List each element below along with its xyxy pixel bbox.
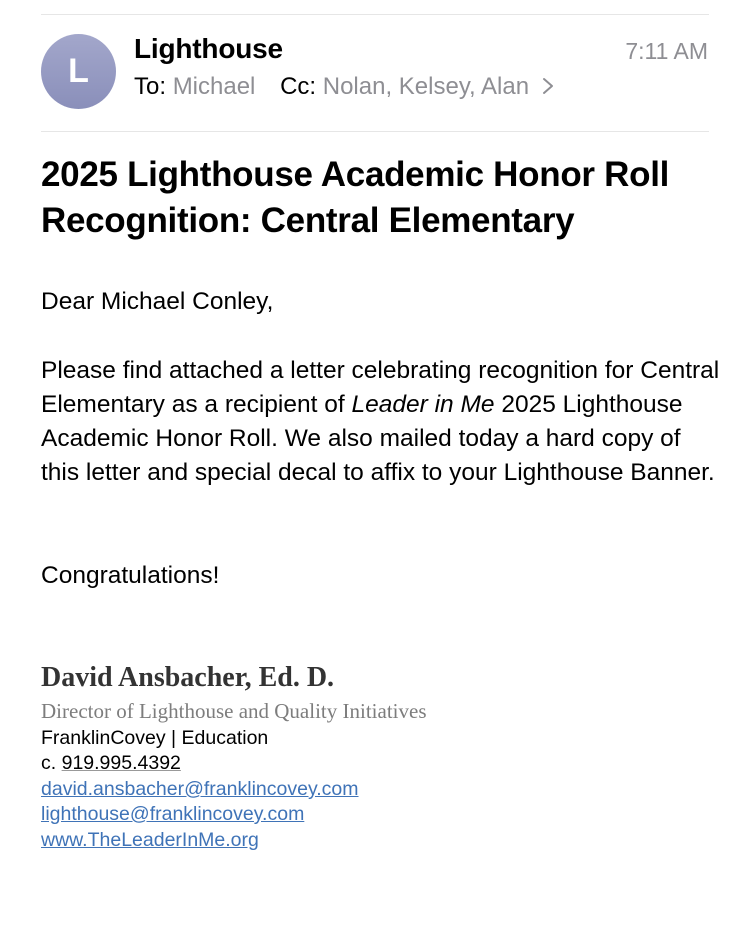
avatar-initial: L bbox=[68, 52, 89, 90]
top-divider bbox=[41, 14, 709, 15]
header-divider bbox=[41, 131, 709, 132]
cc-recipients[interactable]: Nolan, Kelsey, Alan bbox=[322, 73, 530, 100]
signature-phone-row bbox=[41, 751, 181, 776]
signature-name: David Ansbacher, Ed. D. bbox=[41, 662, 335, 693]
chevron-right-icon[interactable] bbox=[540, 76, 556, 96]
closing: Congratulations! bbox=[41, 562, 220, 589]
received-time: 7:11 AM bbox=[625, 38, 708, 64]
body-text-end: 2025 Lighthouse Academic Honor Roll. We also mailed today a hard copy of this letter and special decal to affix to your Lighthouse Banner. bbox=[41, 391, 715, 486]
lighthouse-email-link[interactable]: lighthouse@franklincovey.com bbox=[41, 803, 305, 825]
to-label: To: bbox=[134, 73, 167, 100]
body-text-start: Please find attached a letter celebrating recognition for Central Elementary as a recipient of bbox=[41, 357, 720, 418]
sender-name[interactable]: Lighthouse bbox=[134, 33, 283, 64]
greeting: Dear Michael Conley, bbox=[41, 288, 274, 315]
signature-email2-row bbox=[41, 802, 304, 827]
recipients-row[interactable] bbox=[134, 73, 556, 101]
email-link[interactable]: david.ansbacher@franklincovey.com bbox=[41, 778, 359, 800]
cc-label: Cc: bbox=[280, 73, 317, 100]
signature-email-row bbox=[41, 777, 359, 802]
sender-avatar[interactable] bbox=[41, 34, 116, 109]
to-recipient[interactable]: Michael bbox=[172, 73, 256, 100]
email-subject: 2025 Lighthouse Academic Honor Roll Recognition: Central Elementary bbox=[41, 155, 670, 240]
program-name: Leader in Me bbox=[351, 391, 495, 418]
body-paragraph bbox=[41, 354, 721, 490]
signature-org: FranklinCovey | Education bbox=[41, 727, 269, 749]
phone-link[interactable]: 919.995.4392 bbox=[61, 752, 181, 774]
signature-website-row bbox=[41, 828, 259, 853]
phone-prefix: c. bbox=[41, 752, 57, 774]
website-link[interactable]: www.TheLeaderInMe.org bbox=[41, 829, 259, 851]
signature-title: Director of Lighthouse and Quality Initiatives bbox=[41, 699, 427, 723]
